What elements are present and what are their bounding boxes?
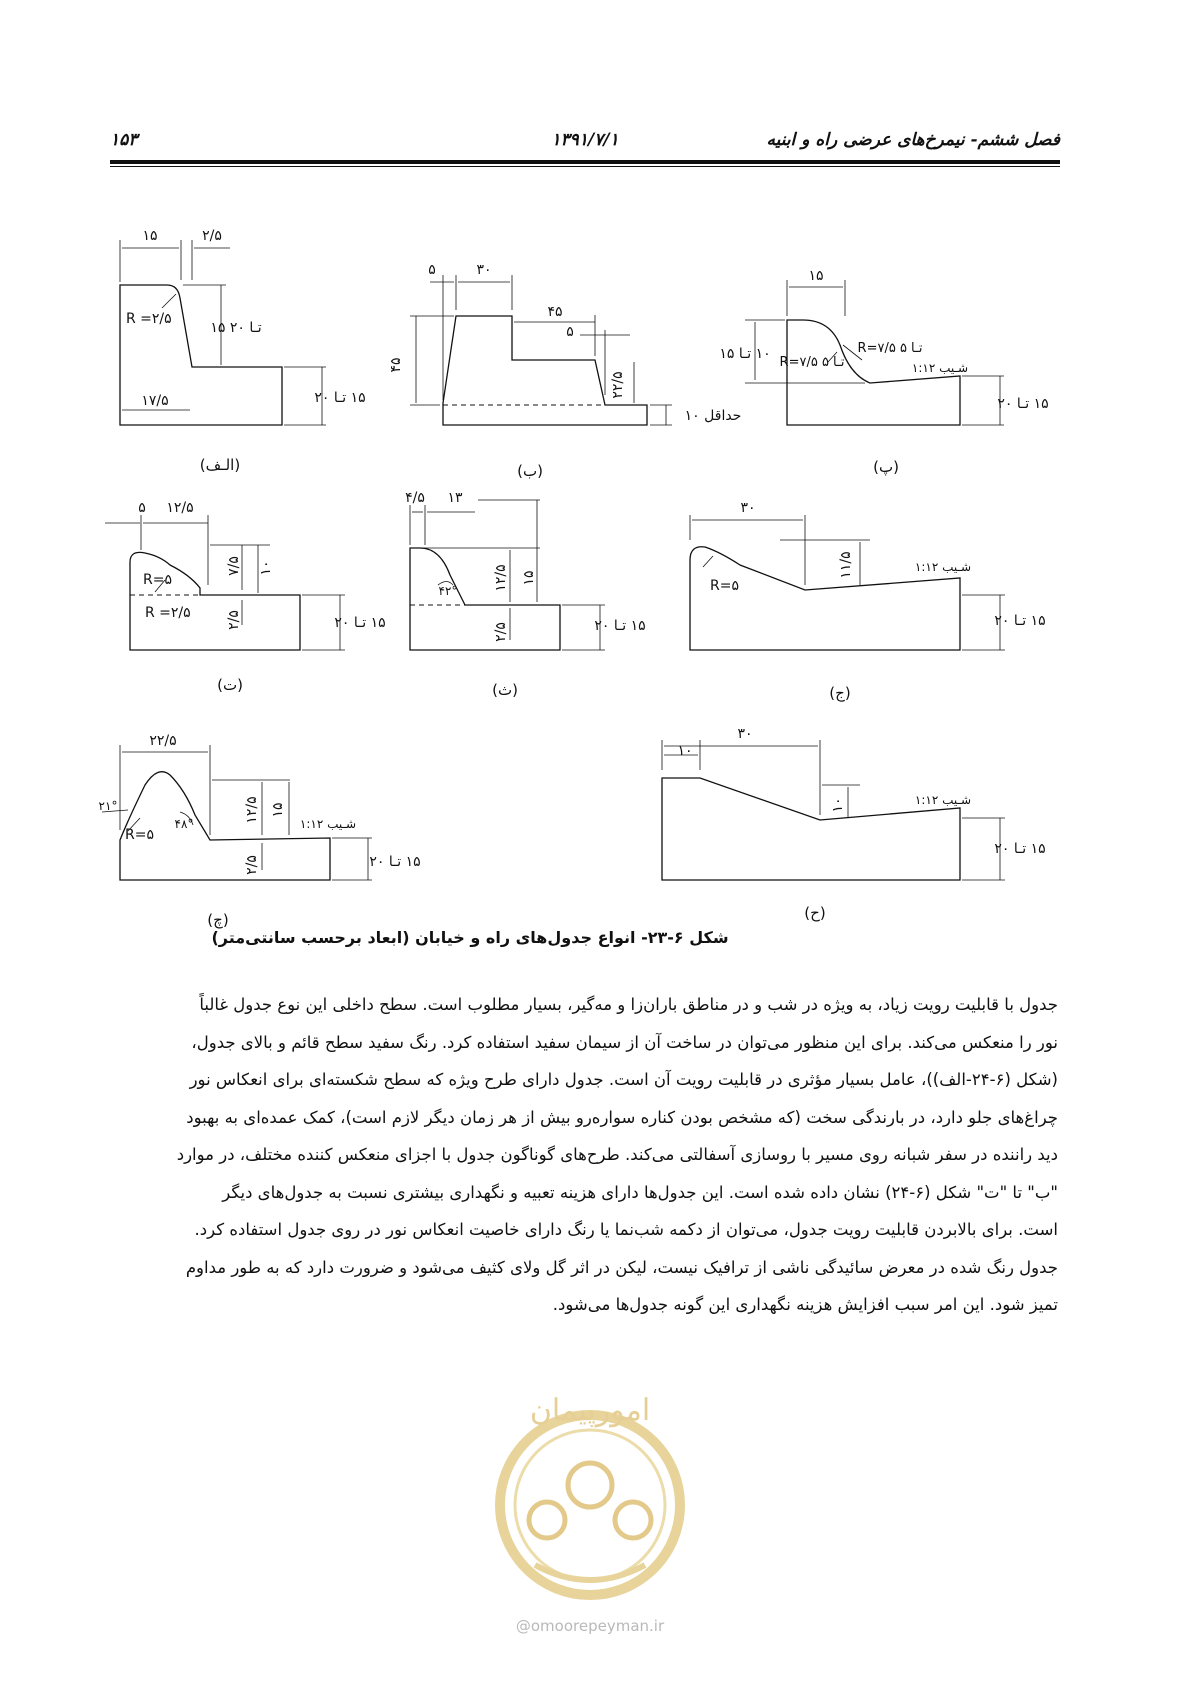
dim-alef-3: R =۲/۵ [126, 311, 172, 327]
dim-pe-4: ۱۰ تـا ۱۵ [719, 346, 771, 362]
dim-pe-1: ۱۵ [808, 268, 824, 284]
dim-be-1: ۵ [428, 262, 436, 278]
dim-te-4: R =۲/۵ [145, 605, 191, 621]
dim-pe-5: شـیب ۱:۱۲ [911, 361, 969, 375]
label-be: (ب) [517, 462, 543, 480]
label-pe: (پ) [873, 458, 899, 476]
body-line: "ب" تا "ت" شکل (۶-۲۴) نشان داده شده است. این جدول‌ها دارای هزینه تعبیه و نگهداری بیشتری نسبت به جدول‌های دیگر [222, 1182, 1058, 1202]
dim-he-5: ۱۵ تـا ۲۰ [994, 841, 1046, 857]
dim-be-2: ۳۰ [476, 262, 492, 278]
dim-he-3: ۱۰ [830, 797, 846, 813]
dim-be-6: ۲۲/۵ [610, 371, 626, 399]
panel-te [105, 515, 345, 650]
dim-te-2: ۱۲/۵ [166, 500, 194, 516]
dim-jim-3: ۱۱/۵ [838, 551, 854, 579]
figure-caption: شکل ۶-۲۳- انواع جدول‌های راه و خیابان (ابعاد برحسب سانتی‌متر) [211, 928, 729, 947]
watermark-logo-text: امورپیمان [529, 1393, 651, 1428]
label-he: (ح) [804, 904, 826, 922]
dim-te-1: ۵ [138, 500, 146, 516]
dim-be-5: ۴۵ [547, 304, 563, 320]
dim-che-2: ۲۱° [98, 799, 118, 813]
body-line: دید راننده در سفر شبانه روی مسیر با روسازی آسفالتی می‌کند. طرح‌های گوناگون جدول با اجزای منعکس کننده مختلف، در موارد [176, 1145, 1058, 1164]
dim-jim-2: R=۵ [710, 578, 739, 594]
body-paragraph [114, 986, 1058, 1324]
panel-che [102, 745, 372, 880]
dim-the-4: ۱۲/۵ [493, 564, 509, 592]
dim-jim-1: ۳۰ [740, 500, 756, 516]
label-alef: (الـف) [199, 456, 241, 474]
dim-che-6: ۱۵ [270, 802, 286, 818]
dim-te-3: R=۵ [143, 572, 172, 588]
dim-he-2: ۳۰ [737, 726, 753, 742]
dim-te-6: ۱۰ [258, 560, 274, 576]
chapter-title: فصل ششم- نیمرخ‌های عرضی راه و ابنیه [766, 130, 1060, 150]
body-line: جدول رنگ شده در معرض سائیدگی ناشی از ترافیک نیست، لیکن در اثر گل ولای کثیف می‌شود و ضرورت دارد که به طور مداوم [185, 1257, 1058, 1277]
watermark-logo [485, 1380, 695, 1610]
dim-te-7: ۲/۵ [226, 610, 242, 630]
dim-the-1: ۴/۵ [405, 490, 425, 506]
dim-alef-6: ۱۷/۵ [141, 393, 169, 409]
body-line: جدول با قابلیت رویت زیاد، به ویژه در شب و در مناطق باران‌زا و مه‌گیر، بسیار مطلوب است. سطح داخلی این نوع جدول غالباً [199, 995, 1058, 1014]
body-line: (شکل (۶-۲۴-الف))، عامل بسیار مؤثری در قابلیت رویت آن است. جدول دارای طرح ویژه که سطح شکسته‌ای برای انعکاس نور [189, 1070, 1058, 1089]
dim-he-1: ۱۰ [677, 743, 693, 759]
dim-che-8: شـیب ۱:۱۲ [299, 817, 357, 831]
dim-pe-6: ۱۵ تـا ۲۰ [997, 396, 1049, 412]
body-line: است. برای بالابردن قابلیت رویت جدول، می‌توان از دکمه شب‌نما یا رنگ دارای خاصیت انعکاس نور در روی جدول استفاده کرد. [194, 1220, 1058, 1239]
header-date: ۱۳۹۱/۷/۱ [551, 130, 619, 150]
body-line: نور را منعکس می‌کند. برای این منظور می‌توان در ساخت آن از سیمان سفید استفاده کرد. رنگ سفید سطح قائم و بالای جدول، [191, 1032, 1058, 1052]
dim-che-3: R=۵ [125, 827, 154, 843]
dim-the-7: ۱۵ تـا ۲۰ [594, 618, 646, 634]
dim-alef-5: ۱۵ تـا ۲۰ [314, 390, 366, 406]
dim-alef-2: ۲/۵ [202, 228, 222, 244]
dim-alef-4: ۱۵ تـا ۲۰ [210, 320, 262, 336]
dim-the-3: ۴۲° [438, 584, 458, 598]
label-che: (چ) [207, 911, 229, 929]
dim-the-6: ۲/۵ [493, 622, 509, 642]
dim-jim-4: شـیب ۱:۱۲ [914, 560, 972, 574]
dim-the-5: ۱۵ [521, 570, 537, 586]
dim-the-2: ۱۳ [447, 490, 463, 506]
dim-alef-1: ۱۵ [142, 228, 158, 244]
body-line: تمیز شود. این امر سبب افزایش هزینه نگهداری این گونه جدول‌ها می‌شود. [552, 1295, 1058, 1314]
dim-he-4: شـیب ۱:۱۲ [914, 793, 972, 807]
dim-pe-3: R=۷/۵ تـا ۵ [779, 355, 845, 370]
label-te: (ت) [217, 676, 243, 694]
label-jim: (ج) [829, 684, 851, 702]
dim-che-4: ۴۸° [174, 817, 194, 831]
dim-jim-5: ۱۵ تـا ۲۰ [994, 613, 1046, 629]
dim-te-5: ۷/۵ [226, 556, 242, 576]
body-line: چراغ‌های جلو دارد، در بارندگی سخت (که مشخص بودن کناره سواره‌رو بیش از هر زمان دیگر لازم است)، کمک عمده‌ای به بهبود [186, 1107, 1058, 1127]
panel-be [410, 275, 672, 425]
dim-pe-2: R=۷/۵ تـا ۵ [857, 341, 923, 356]
watermark-site: @omoorepeyman.ir [515, 1617, 665, 1635]
dim-che-5: ۱۲/۵ [244, 796, 260, 824]
dim-be-4: ۵ [566, 324, 574, 340]
dim-te-8: ۱۵ تـا ۲۰ [334, 615, 386, 631]
dim-che-1: ۲۲/۵ [149, 733, 177, 749]
dim-che-9: ۱۵ تـا ۲۰ [369, 854, 421, 870]
label-the: (ث) [492, 681, 518, 699]
dim-be-7: حداقل ۱۰ [684, 408, 742, 424]
dim-be-3: ۴۵ [388, 357, 404, 373]
dim-che-7: ۲/۵ [244, 855, 260, 875]
page-number: ۱۵۳ [110, 130, 138, 150]
